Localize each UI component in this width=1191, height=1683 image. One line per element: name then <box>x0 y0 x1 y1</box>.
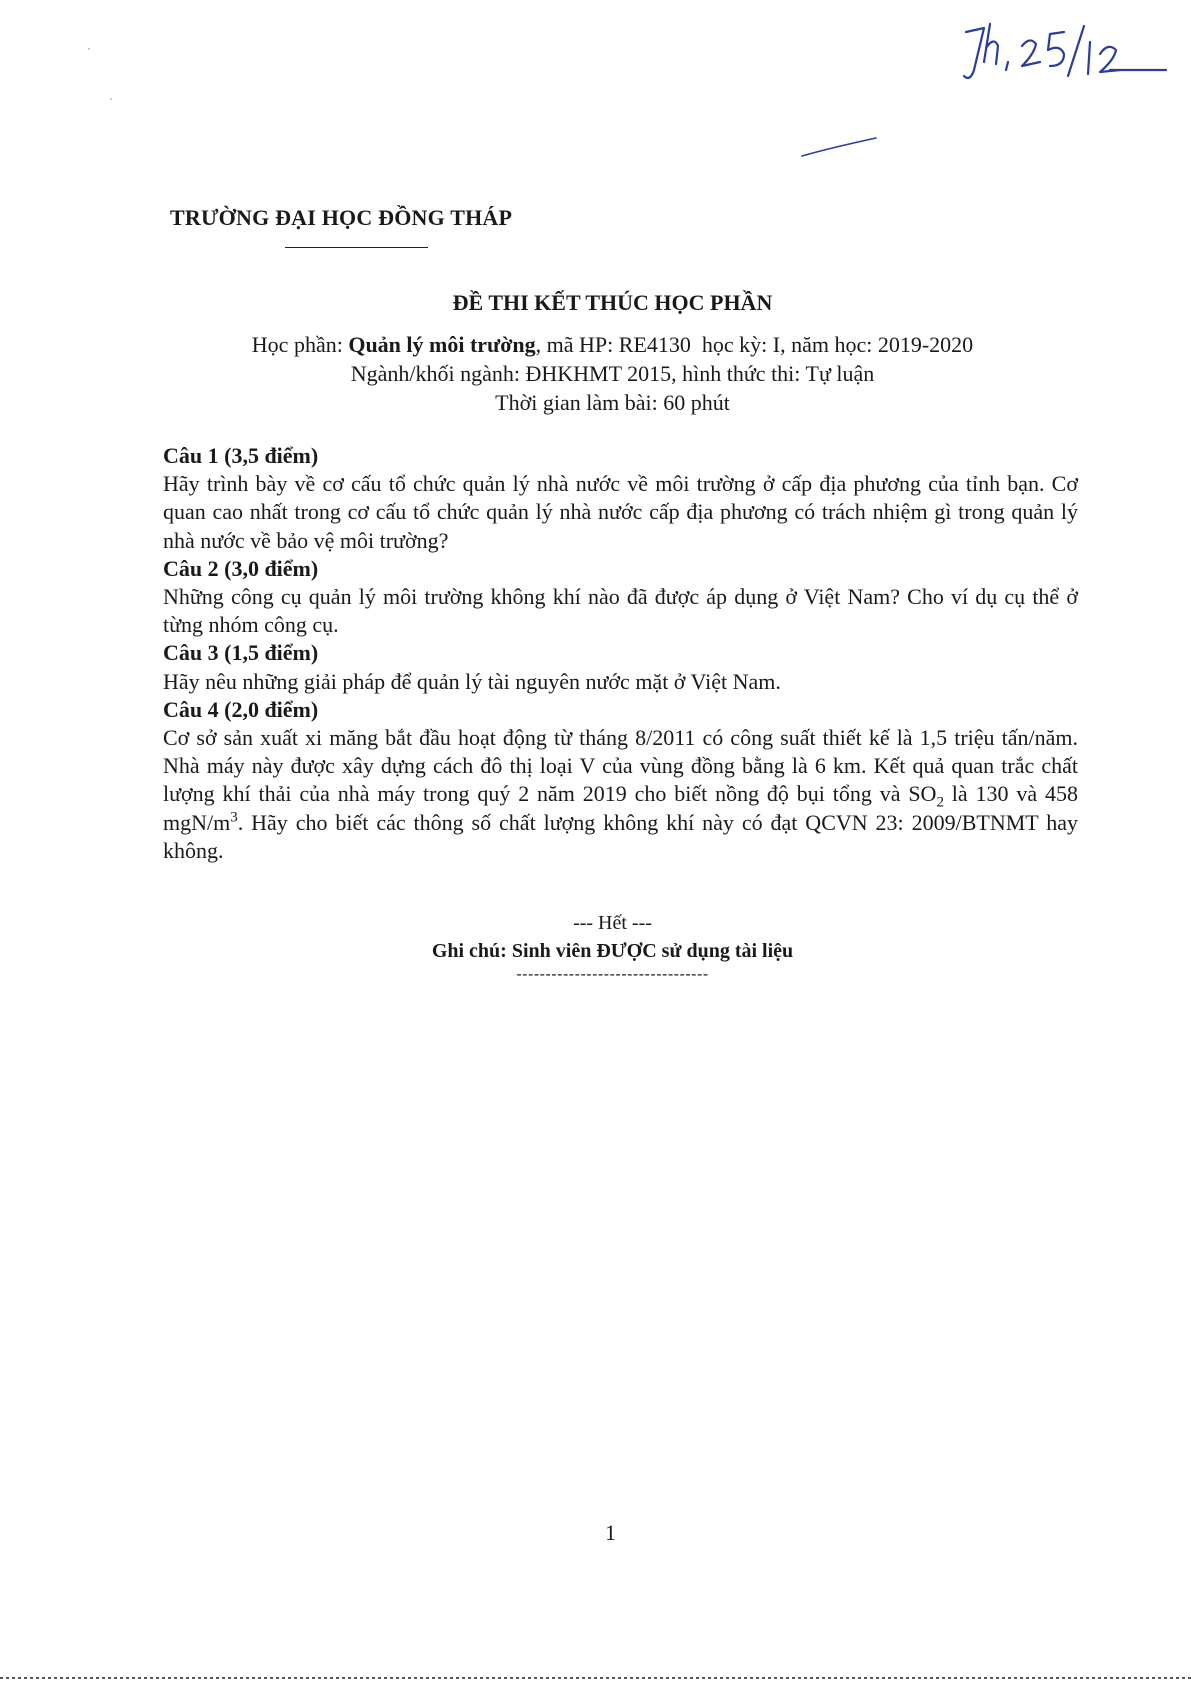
question-3-heading: Câu 3 (1,5 điểm) <box>163 640 319 666</box>
question-4-text-part3: . Hãy cho biết các thông số chất lượng không khí này có đạt QCVN 23: 2009/BTNMT hay không. <box>163 809 1078 863</box>
so2-subscript: 2 <box>936 794 944 811</box>
question-4-text-part2: là 130 và 458 mgN/m <box>163 781 1078 835</box>
question-2-text: Những công cụ quản lý môi trường không khí nào đã được áp dụng ở Việt Nam? Cho ví dụ cụ thể ở từng nhóm công cụ. <box>163 584 1078 638</box>
question-2-heading: Câu 2 (3,0 điểm) <box>163 555 319 581</box>
question-3-text: Hãy nêu những giải pháp để quản lý tài nguyên nước mặt ở Việt Nam. <box>163 668 781 694</box>
duration-line: Thời gian làm bài: 60 phút <box>495 390 730 415</box>
school-name: TRƯỜNG ĐẠI HỌC ĐỒNG THÁP <box>170 205 513 230</box>
question-1-text: Hãy trình bày về cơ cấu tổ chức quản lý nhà nước về môi trường ở cấp địa phương của tỉnh bạn. Cơ quan cao nhất trong cơ cấu tổ chức quản lý nhà nước cấp địa phương có trách nhiệm gì trong quản lý nhà nước về bảo vệ môi trường? <box>163 471 1078 553</box>
scan-speck <box>110 98 112 100</box>
handwritten-annotation <box>960 18 1170 88</box>
questions-section <box>163 442 1078 865</box>
course-info-line <box>0 332 1191 358</box>
major-info-line: Ngành/khối ngành: ĐHKHMT 2015, hình thức thi: Tự luận <box>350 361 875 386</box>
exam-title: ĐỀ THI KẾT THÚC HỌC PHẦN <box>452 290 773 315</box>
question-4-text <box>163 724 1078 865</box>
course-prefix: Học phần: <box>251 332 349 357</box>
question-4-heading: Câu 4 (2,0 điểm) <box>163 696 319 722</box>
question-4-text-part1: Cơ sở sản xuất xi măng bắt đầu hoạt động từ tháng 8/2011 có công suất thiết kế là 1,5 triệu tấn/năm. Nhà máy này được xây dựng cách đô thị loại V của vùng đồng bằng là 6 km. Kết quả quan trắc chất lượng khí thải của nhà máy trong quý 2 năm 2019 cho biết nồng độ bụi tổng và SO <box>163 725 1078 807</box>
page-number: 1 <box>605 1520 616 1545</box>
course-name: Quản lý môi trường <box>348 332 536 357</box>
end-marker: --- Hết --- <box>573 912 652 934</box>
course-suffix: , mã HP: RE4130 học kỳ: I, năm học: 2019-2020 <box>535 332 974 357</box>
scan-speck <box>88 48 90 50</box>
pen-stroke <box>800 132 880 162</box>
materials-note: Ghi chú: Sinh viên ĐƯỢC sử dụng tài liệu <box>431 940 794 962</box>
question-1-heading: Câu 1 (3,5 điểm) <box>163 443 319 468</box>
school-underline <box>285 247 428 248</box>
m3-superscript: 3 <box>230 809 238 826</box>
end-dash-line: --------------------------------- <box>516 966 709 983</box>
scan-bottom-edge <box>0 1677 1191 1679</box>
